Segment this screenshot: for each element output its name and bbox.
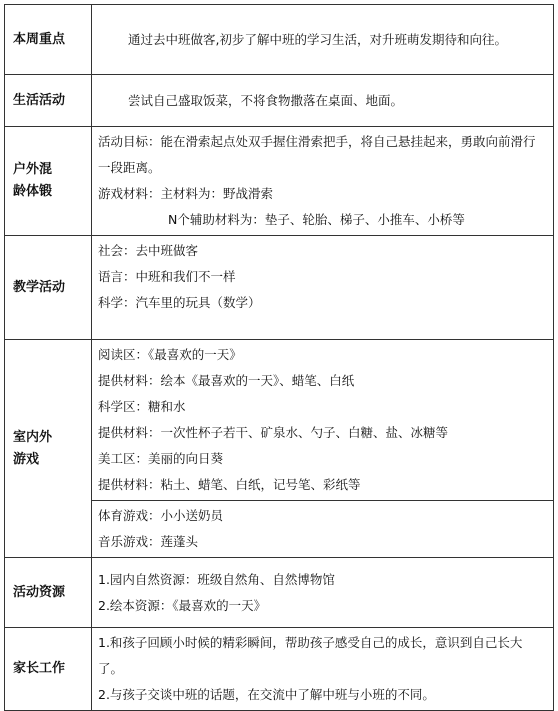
row-resources [5, 558, 554, 628]
indoor-game-line: 提供材料：一次性杯子若干、矿泉水、勺子、白糖、盐、冰糖等 [98, 425, 449, 440]
outdoor-label-line2: 龄体锻 [13, 184, 53, 199]
label-outdoor-exercise [5, 127, 92, 236]
life-text: 尝试自己盛取饭菜，不将食物撒落在桌面、地面。 [128, 92, 404, 108]
games-label-line1: 室内外 [13, 429, 53, 445]
focus-text: 通过去中班做客,初步了解中班的学习生活，对升班萌发期待和向往。 [128, 31, 507, 47]
indoor-game-line: 阅读区：《最喜欢的一天》 [98, 347, 242, 362]
outdoor-games [92, 501, 553, 557]
label-weekly-focus: 本周重点 [5, 5, 92, 75]
content-outdoor-exercise [92, 127, 554, 236]
resource-item: 2.绘本资源：《最喜欢的一天》 [98, 597, 267, 613]
row-life-activity [5, 75, 554, 127]
teaching-item: 社会：去中班做客 [98, 243, 199, 258]
content-resources [92, 558, 554, 628]
outdoor-goal: 活动目标：能在滑索起点处双手握住滑索把手，将自己悬挂起来，勇敢向前滑行一段距离。 [98, 134, 536, 175]
parent-item: 1.和孩子回顾小时候的精彩瞬间，帮助孩子感受自己的成长，意识到自己长大了。 [98, 635, 523, 676]
outdoor-label-line1: 户外混 [13, 162, 53, 177]
content-life-activity [92, 75, 554, 127]
teaching-item: 科学：汽车里的玩具（数学） [98, 295, 261, 310]
content-weekly-focus [92, 5, 554, 75]
outdoor-game-line: 音乐游戏：莲蓬头 [98, 534, 199, 549]
row-teaching-activity [5, 236, 554, 340]
label-teaching-activity: 教学活动 [5, 236, 92, 340]
indoor-game-line: 提供材料：粘土、蜡笔、白纸，记号笔、彩纸等 [98, 477, 361, 492]
resource-item: 1.园内自然资源：班级自然角、自然博物馆 [98, 571, 335, 587]
content-teaching-activity [92, 236, 554, 340]
parent-item: 2.与孩子交谈中班的话题，在交流中了解中班与小班的不同。 [98, 687, 435, 702]
indoor-game-line: 提供材料：绘本《最喜欢的一天》、蜡笔、白纸 [98, 373, 355, 388]
games-label-line2: 游戏 [13, 451, 40, 467]
outdoor-material-aux: N个辅助材料为：垫子、轮胎、梯子、小推车、小桥等 [168, 212, 465, 227]
indoor-game-line: 美工区：美丽的向日葵 [98, 451, 224, 466]
label-life-activity: 生活活动 [5, 75, 92, 127]
label-parent-work: 家长工作 [5, 628, 92, 711]
label-resources: 活动资源 [5, 558, 92, 628]
content-games [92, 340, 554, 558]
indoor-game-line: 科学区：糖和水 [98, 399, 186, 414]
outdoor-material-main: 游戏材料：主材料为：野战滑索 [98, 186, 274, 201]
label-games [5, 340, 92, 558]
outdoor-game-line: 体育游戏：小小送奶员 [98, 508, 224, 523]
weekly-plan-table [4, 4, 554, 711]
row-outdoor-exercise [5, 127, 554, 236]
row-parent-work [5, 628, 554, 711]
row-games [5, 340, 554, 558]
teaching-item: 语言：中班和我们不一样 [98, 269, 236, 284]
content-parent-work [92, 628, 554, 711]
row-weekly-focus [5, 5, 554, 75]
indoor-games [92, 340, 553, 501]
